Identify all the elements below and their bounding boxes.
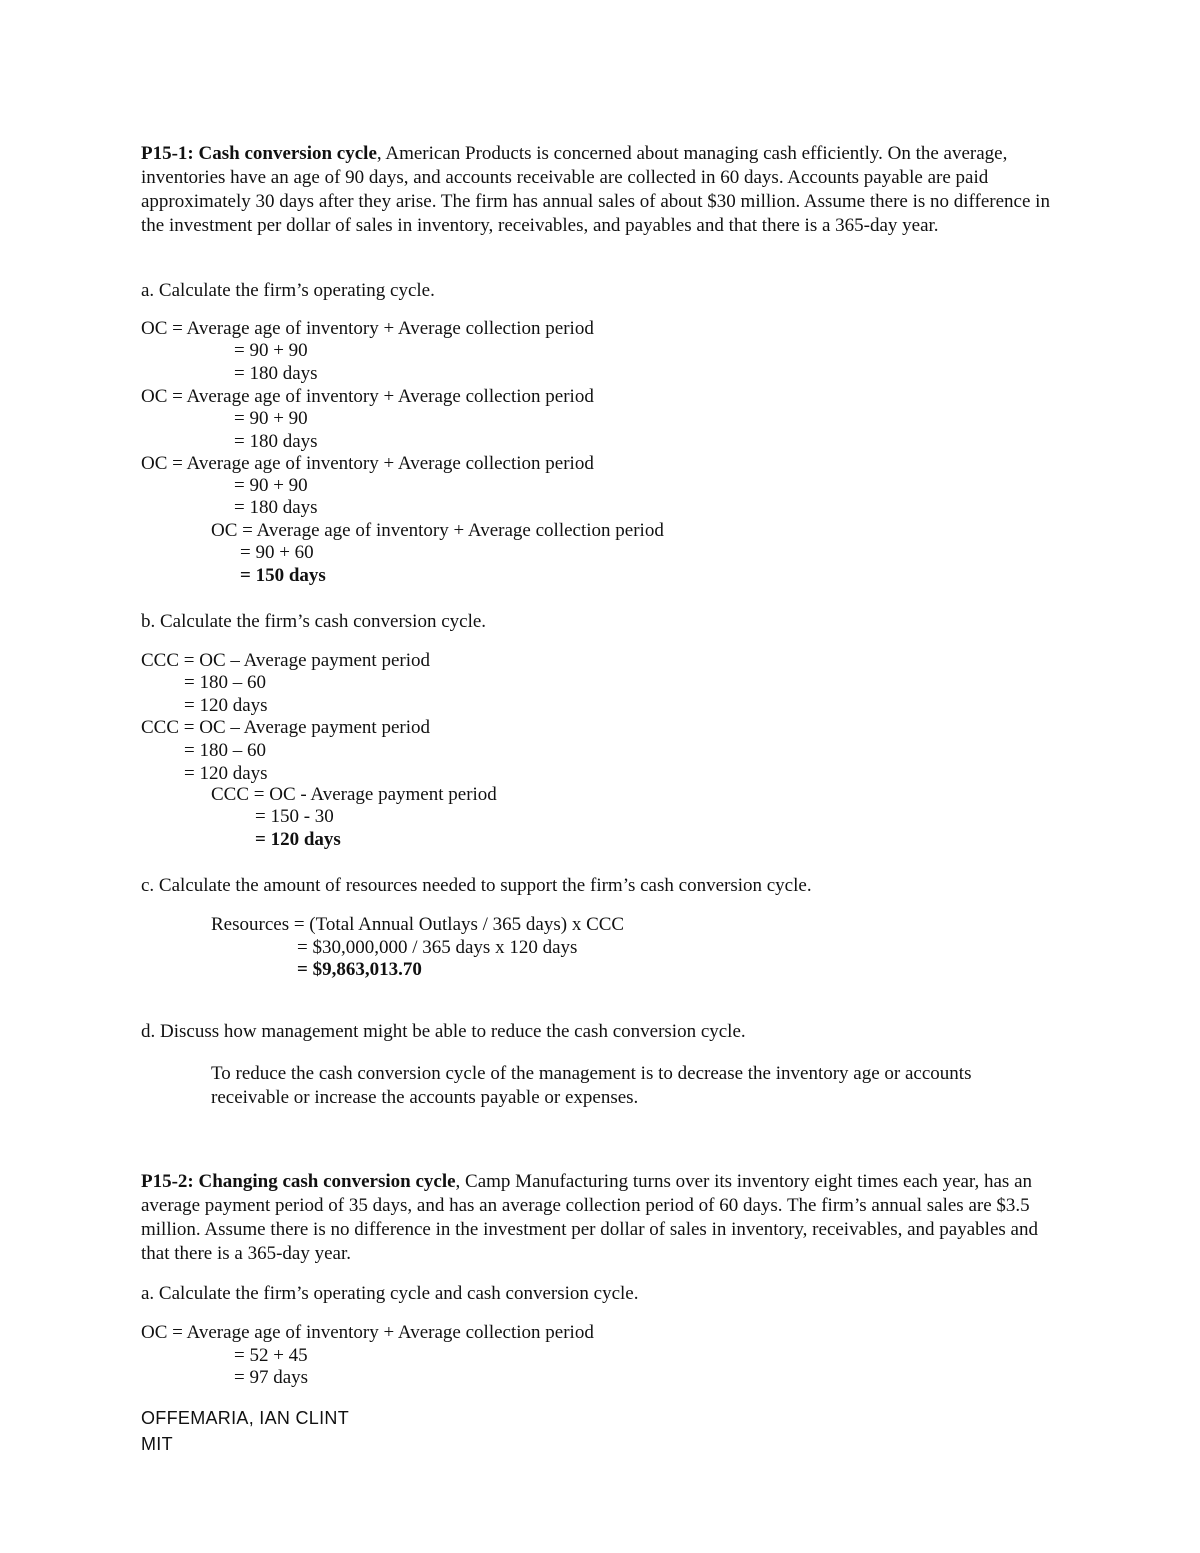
- ccc-formula: CCC = OC – Average payment period: [141, 650, 430, 671]
- resources-formula: Resources = (Total Annual Outlays / 365 days) x CCC: [211, 914, 625, 935]
- oc-step: = 90 + 90: [234, 340, 308, 361]
- author-name: OFFEMARIA, IAN CLINT: [141, 1408, 350, 1428]
- p15-1-heading: P15-1: Cash conversion cycle: [141, 143, 377, 164]
- oc-formula-revised: OC = Average age of inventory + Average collection period: [211, 520, 664, 541]
- p15-1-question-a: a. Calculate the firm’s operating cycle.: [141, 280, 435, 301]
- p15-1-answer-d: To reduce the cash conversion cycle of the management is to decrease the inventory age or accounts receivable or increase the accounts payable or expenses.: [211, 1063, 972, 1108]
- p15-2-oc-step: = 52 + 45: [234, 1345, 308, 1366]
- oc-formula: OC = Average age of inventory + Average collection period: [141, 386, 594, 407]
- oc-formula: OC = Average age of inventory + Average collection period: [141, 453, 594, 474]
- ccc-final-answer: = 120 days: [255, 829, 341, 850]
- resources-step: = $30,000,000 / 365 days x 120 days: [297, 937, 578, 958]
- ccc-step-revised: = 150 - 30: [255, 806, 334, 827]
- p15-2-intro: [141, 1170, 1056, 1266]
- p15-2-question-a: a. Calculate the firm’s operating cycle and cash conversion cycle.: [141, 1283, 639, 1304]
- oc-step: = 90 + 90: [234, 408, 308, 429]
- author-program: MIT: [141, 1434, 173, 1454]
- oc-final-answer: = 150 days: [240, 565, 326, 586]
- ccc-step: = 180 – 60: [184, 672, 266, 693]
- p15-1-intro-text: , American Products is concerned about managing cash efficiently. On the average, inventories have an age of 90 days, and accounts receivable are collected in 60 days. Accounts payable are paid approximately 30 days after they arise. The firm has annual sales of about $30 million. Assume there is no difference in the investment per dollar of sales in inventory, receivables, and payables and that there is a 365-day year.: [141, 143, 1050, 236]
- p15-1-question-c: c. Calculate the amount of resources needed to support the firm’s cash conversion cycle.: [141, 875, 812, 896]
- resources-final-answer: = $9,863,013.70: [297, 959, 422, 980]
- ccc-formula-revised: CCC = OC - Average payment period: [211, 784, 497, 805]
- oc-result: = 180 days: [234, 431, 318, 452]
- oc-step: = 90 + 90: [234, 475, 308, 496]
- p15-2-oc-result: = 97 days: [234, 1367, 309, 1388]
- oc-result: = 180 days: [234, 363, 318, 384]
- p15-2-intro-text: , Camp Manufacturing turns over its inventory eight times each year, has an average payment period of 35 days, and has an average collection period of 60 days. The firm’s annual sales are $3.5 million. Assume there is no difference in the investment per dollar of sales in inventory, receivables, and payables and that there is a 365-day year.: [141, 1171, 1038, 1264]
- p15-2-heading: P15-2: Changing cash conversion cycle: [141, 1171, 456, 1192]
- oc-step-revised: = 90 + 60: [240, 542, 314, 563]
- ccc-result: = 120 days: [184, 763, 268, 784]
- ccc-result: = 120 days: [184, 695, 268, 716]
- p15-1-question-d: d. Discuss how management might be able to reduce the cash conversion cycle.: [141, 1021, 746, 1042]
- oc-formula: OC = Average age of inventory + Average collection period: [141, 318, 594, 339]
- ccc-step: = 180 – 60: [184, 740, 266, 761]
- p15-1-intro: [141, 142, 1056, 238]
- ccc-formula: CCC = OC – Average payment period: [141, 717, 430, 738]
- oc-result: = 180 days: [234, 497, 318, 518]
- p15-1-question-b: b. Calculate the firm’s cash conversion cycle.: [141, 611, 487, 632]
- p15-2-oc-formula: OC = Average age of inventory + Average collection period: [141, 1322, 594, 1343]
